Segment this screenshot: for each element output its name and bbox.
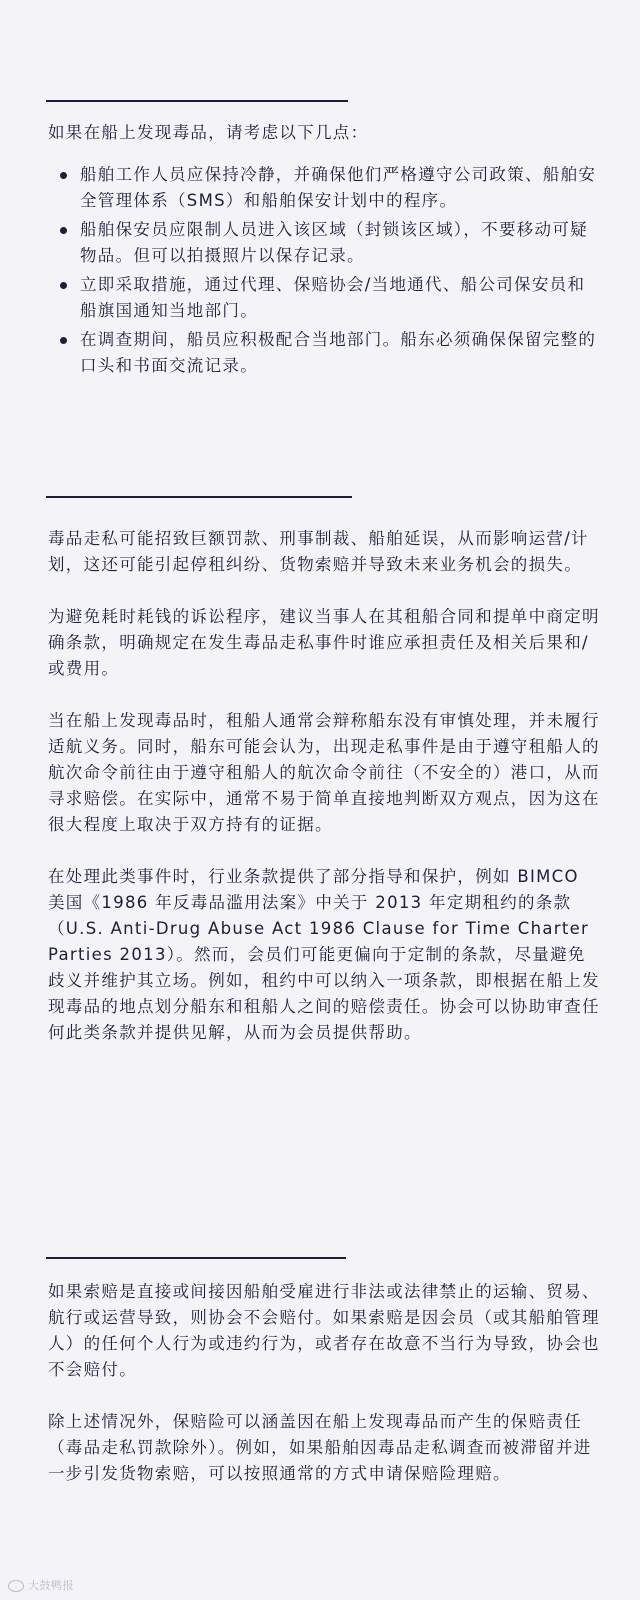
paragraph: 当在船上发现毒品时，租船人通常会辩称船东没有审慎处理，并未履行适航义务。同时，船东可能会认为，出现走私事件是由于遵守租船人的航次命令前往由于遵守租船人的航次命令前往（不安全的）港口，从而寻求赔偿。在实际中，通常不易于简单直接地判断双方观点，因为这在很大程度上取决于双方持有的证据。 — [48, 711, 600, 834]
section-divider-3 — [46, 1257, 346, 1259]
list-item-text: 在调查期间，船员应积极配合当地部门。船东必须确保保留完整的口头和书面交流记录。 — [80, 330, 597, 375]
paragraph: 如果索赔是直接或间接因船舶受雇进行非法或法律禁止的运输、贸易、航行或运营导致，则协会不会赔付。如果索赔是因会员（或其船舶管理人）的任何个人行为或违约行为，或者存在故意不当行为导致，协会也不会赔付。 — [48, 1282, 600, 1379]
bullet-dot-icon — [60, 282, 67, 289]
section-divider-2 — [46, 496, 352, 498]
bullet-dot-icon — [60, 337, 67, 344]
list-item — [48, 272, 603, 324]
list-item-text: 船舶保安员应限制人员进入该区域（封锁该区域），不要移动可疑物品。但可以拍摄照片以保存记录。 — [80, 220, 588, 265]
steps-list — [48, 162, 603, 379]
section-insurance-cover — [48, 1279, 603, 1513]
watermark — [8, 1577, 74, 1593]
section-divider-1 — [46, 100, 348, 102]
watermark-text: 大鼓鸭报 — [28, 1579, 74, 1592]
bullet-dot-icon — [60, 172, 67, 179]
list-item — [48, 327, 603, 379]
bullet-dot-icon — [60, 227, 67, 234]
section-consequences — [48, 526, 603, 1072]
paragraph: 在处理此类事件时，行业条款提供了部分指导和保护，例如 BIMCO 美国《1986 年反毒品滥用法案》中关于 2013 年定期租约的条款（U.S. Anti-Drug Abuse Act 1986 Clause for Time Charter Parties 2013）。然而，会员们可能更偏向于定制的条款，尽量避免歧义并维护其立场。例如，租约中可以纳入一项条款，即根据在船上发现毒品的地点划分船东和租船人之间的赔偿责任。协会可以协助审查任何此类条款并提供见解，从而为会员提供帮助。 — [48, 867, 600, 1042]
list-item-text: 立即采取措施，通过代理、保赔协会/当地通代、船公司保安员和船旗国通知当地部门。 — [80, 275, 586, 320]
list-item — [48, 217, 603, 269]
section-intro: 如果在船上发现毒品，请考虑以下几点： — [48, 123, 369, 142]
paragraph: 毒品走私可能招致巨额罚款、刑事制裁、船舶延误，从而影响运营/计划，这还可能引起停租纠纷、货物索赔并导致未来业务机会的损失。 — [48, 529, 589, 574]
list-item-text: 船舶工作人员应保持冷静，并确保他们严格遵守公司政策、船舶安全管理体系（SMS）和船舶保安计划中的程序。 — [80, 165, 597, 210]
watermark-logo-icon — [8, 1580, 24, 1592]
list-item — [48, 162, 603, 214]
section-drug-discovery-steps — [48, 120, 603, 382]
paragraph: 除上述情况外，保赔险可以涵盖因在船上发现毒品而产生的保赔责任（毒品走私罚款除外）。例如，如果船舶因毒品走私调查而被滞留并进一步引发货物索赔，可以按照通常的方式申请保赔险理赔。 — [48, 1412, 592, 1483]
paragraph: 为避免耗时耗钱的诉讼程序，建议当事人在其租船合同和提单中商定明确条款，明确规定在发生毒品走私事件时谁应承担责任及相关后果和/或费用。 — [48, 607, 600, 678]
